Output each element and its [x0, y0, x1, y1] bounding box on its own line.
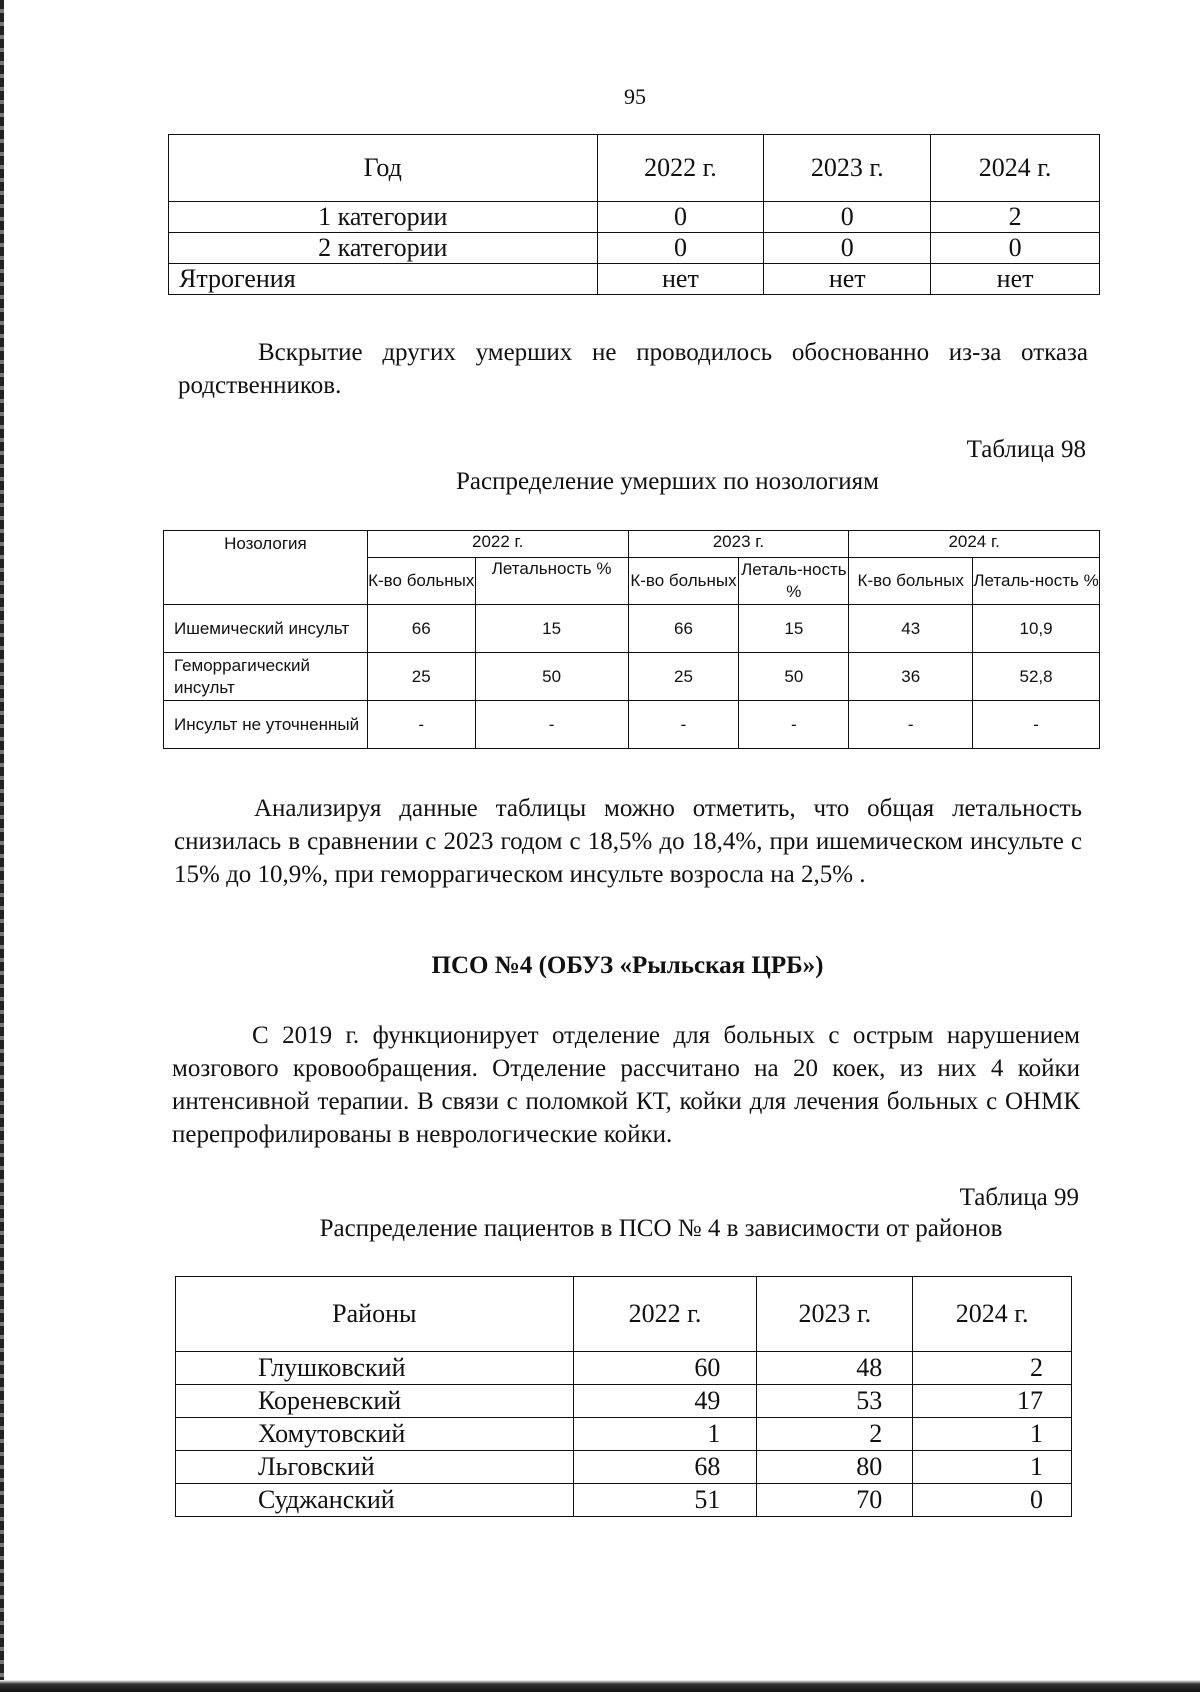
- year-header: 2022 г.: [367, 531, 628, 558]
- table-cell: 0: [913, 1484, 1072, 1517]
- table-row: [176, 1451, 1072, 1484]
- table-cell: -: [475, 701, 628, 749]
- paragraph-department: С 2019 г. функционирует отделение для больных с острым нарушением мозгового кровообращения. Отделение рассчитано на 20 коек, из них 4 койки интенсивной терапии. В связи с поломкой КТ, койки для лечения больных с ОНМК перепрофилированы в неврологические койки.: [172, 1022, 1080, 1148]
- table-cell: 80: [757, 1451, 913, 1484]
- table-cell: 1: [913, 1451, 1072, 1484]
- table-cell: -: [367, 701, 475, 749]
- table-cell: 50: [739, 653, 849, 701]
- nosology-header: Нозология: [164, 531, 368, 605]
- table-cell: 36: [849, 653, 973, 701]
- table-row: [164, 605, 1100, 653]
- table-cell: 1: [573, 1418, 757, 1451]
- section-heading: ПСО №4 (ОБУЗ «Рыльская ЦРБ»): [431, 952, 824, 979]
- year-header: 2024 г.: [849, 531, 1100, 558]
- table-cell: -: [849, 701, 973, 749]
- table-row: [176, 1352, 1072, 1385]
- header-cell: 2023 г.: [757, 1277, 913, 1352]
- table-cell: нет: [764, 264, 931, 295]
- table-row: [176, 1385, 1072, 1418]
- nosology-name: Инсульт не уточненный: [164, 701, 368, 749]
- header-cell: 2024 г.: [913, 1277, 1072, 1352]
- table-cell: 1: [913, 1418, 1072, 1451]
- autopsy-table: [168, 134, 1100, 295]
- table-row: [169, 264, 1100, 295]
- table-cell: -: [739, 701, 849, 749]
- nosology-table: [163, 530, 1100, 749]
- table99-label: Таблица 99: [959, 1184, 1079, 1211]
- table-header-row: [176, 1277, 1072, 1352]
- header-cell: 2023 г.: [764, 135, 931, 202]
- table-cell: -: [973, 701, 1100, 749]
- page-number: 95: [624, 84, 646, 109]
- table-cell: 52,8: [973, 653, 1100, 701]
- nosology-name: Ишемический инсульт: [164, 605, 368, 653]
- table-cell: 15: [739, 605, 849, 653]
- year-header: 2023 г.: [628, 531, 849, 558]
- table99-title: Распределение пациентов в ПСО № 4 в зависимости от районов: [319, 1215, 1003, 1242]
- subheader-cell: К-во больных: [849, 558, 973, 605]
- scan-bottom-edge: [0, 1680, 1200, 1692]
- district-name: Суджанский: [176, 1484, 574, 1517]
- table-row: [169, 202, 1100, 233]
- table-cell: 0: [764, 202, 931, 233]
- subheader-cell: К-во больных: [367, 558, 475, 605]
- table98-title: Распределение умерших по нозологиям: [455, 468, 880, 495]
- header-cell: 2022 г.: [597, 135, 764, 202]
- table-cell: 1 категории: [169, 202, 598, 233]
- table-header-row: [169, 135, 1100, 202]
- table-cell: 10,9: [973, 605, 1100, 653]
- table-row: [164, 701, 1100, 749]
- subheader-cell: Леталь-ность %: [973, 558, 1100, 605]
- table-cell: 66: [367, 605, 475, 653]
- table-cell: 25: [367, 653, 475, 701]
- paragraph-analysis: Анализируя данные таблицы можно отметить, что общая летальность снизилась в сравнении с 2023 годом с 18,5% до 18,4%, при ишемическом инсульте с 15% до 10,9%, при геморрагическом инсульте возросла на 2,5% .: [174, 795, 1082, 888]
- table-cell: 68: [573, 1451, 757, 1484]
- paragraph-autopsy: Вскрытие других умерших не проводилось обоснованно из-за отказа родственников.: [178, 339, 1088, 399]
- table-row: [169, 233, 1100, 264]
- table-cell: 51: [573, 1484, 757, 1517]
- table-cell: -: [628, 701, 739, 749]
- table-cell: 25: [628, 653, 739, 701]
- table-cell: 43: [849, 605, 973, 653]
- nosology-name: Геморрагический инсульт: [164, 653, 368, 701]
- header-cell: Районы: [176, 1277, 574, 1352]
- table-cell: 70: [757, 1484, 913, 1517]
- table-header-row: [164, 531, 1100, 558]
- header-cell: 2022 г.: [573, 1277, 757, 1352]
- table-row: [176, 1484, 1072, 1517]
- table-cell: 2 категории: [169, 233, 598, 264]
- table-cell: 0: [597, 233, 764, 264]
- header-cell: Год: [169, 135, 598, 202]
- table-cell: 0: [764, 233, 931, 264]
- districts-table: [175, 1276, 1072, 1517]
- header-cell: 2024 г.: [931, 135, 1100, 202]
- subheader-cell: Летальность %: [475, 558, 628, 605]
- table-cell: 17: [913, 1385, 1072, 1418]
- table-cell: 15: [475, 605, 628, 653]
- district-name: Глушковский: [176, 1352, 574, 1385]
- district-name: Льговский: [176, 1451, 574, 1484]
- scan-left-edge: [0, 0, 4, 1692]
- district-name: Кореневский: [176, 1385, 574, 1418]
- table-cell: 66: [628, 605, 739, 653]
- table-cell: нет: [931, 264, 1100, 295]
- table-cell: 60: [573, 1352, 757, 1385]
- subheader-cell: К-во больных: [628, 558, 739, 605]
- table-cell: 0: [931, 233, 1100, 264]
- subheader-cell: Леталь-ность %: [739, 558, 849, 605]
- table98-label: Таблица 98: [966, 436, 1086, 463]
- table-cell: 2: [757, 1418, 913, 1451]
- table-cell: нет: [597, 264, 764, 295]
- table-cell: 2: [931, 202, 1100, 233]
- table-row: [164, 653, 1100, 701]
- table-cell: 48: [757, 1352, 913, 1385]
- table-cell: 0: [597, 202, 764, 233]
- table-row: [176, 1418, 1072, 1451]
- table-cell: Ятрогения: [169, 264, 598, 295]
- table-cell: 2: [913, 1352, 1072, 1385]
- table-cell: 50: [475, 653, 628, 701]
- district-name: Хомутовский: [176, 1418, 574, 1451]
- table-cell: 49: [573, 1385, 757, 1418]
- table-cell: 53: [757, 1385, 913, 1418]
